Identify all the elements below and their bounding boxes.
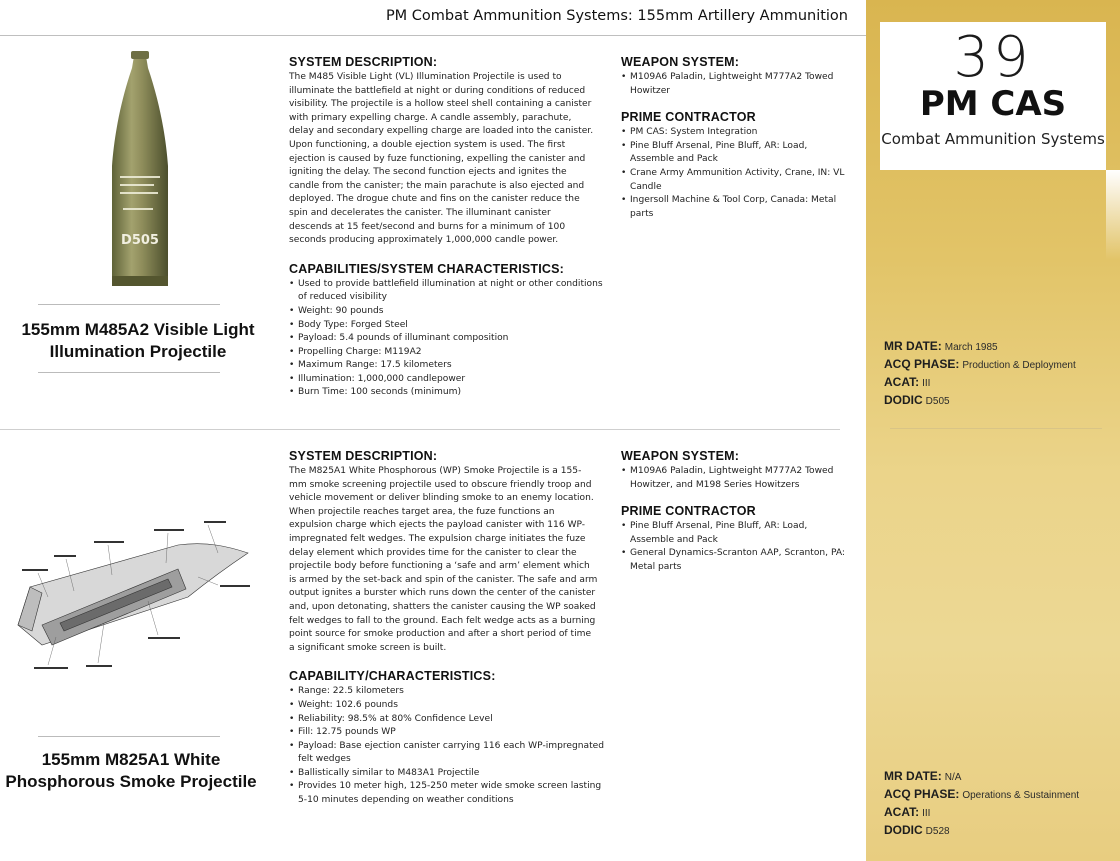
weapon-system-heading: WEAPON SYSTEM: [621,449,740,463]
item2-weapon-column [621,449,853,575]
m485a2-projectile-image [90,48,190,298]
description-line: vehicle movement or deliver blinding smoke to an enemy location. [289,493,594,504]
prime-contractor-item: • Pine Bluff Arsenal, Pine Bluff, AR: Load, Assemble and Pack [621,140,853,167]
shell-body [112,56,168,286]
capability-item: • Propelling Charge: M119A2 [289,346,607,360]
description-line: candle from the canister; the main parachute is also ejected and [289,180,585,191]
description-line: felt wedges to fall to the ground. Each felt wedge acts as a burning [289,615,596,626]
callout-label [148,637,180,639]
callout-label [22,569,48,571]
dodic-label: DODIC [884,393,923,407]
acat-value: III [922,808,931,819]
description-line: with primary expelling charge. A candle assembly, parachute, [289,112,572,123]
capability-item: • Ballistically similar to M483A1 Projectile [289,767,607,781]
title-divider [38,736,220,737]
logo-fade [1106,170,1120,260]
description-line: spin and decelerates the canister. The illuminant canister [289,207,551,218]
prime-contractor-item: • Pine Bluff Arsenal, Pine Bluff, AR: Load, Assemble and Pack [621,520,853,547]
acq-phase-label: ACQ PHASE: [884,357,960,371]
prime-contractor-heading: PRIME CONTRACTOR [621,504,756,519]
prime-contractor-item: • Crane Army Ammunition Activity, Crane, IN: VL Candle [621,167,853,194]
mr-date-value: N/A [944,772,962,783]
description-line: delay and secondary expelling charge are loaded into the canister. [289,126,594,137]
weapon-system-item: • M109A6 Paladin, Lightweight M777A2 Towed Howitzer, and M198 Series Howitzers [621,465,853,492]
capability-item: • Fill: 12.75 pounds WP [289,726,607,740]
stencil-line [120,184,154,186]
description-line: point source for smoke production and after a short period of time [289,629,592,640]
description-line: mm smoke screening projectile used to obscure friendly troop and [289,479,592,490]
logo-subtitle: Combat Ammunition Systems [881,130,1105,148]
mr-date-label: MR DATE: [884,769,942,783]
capabilities-list [289,685,607,807]
description-line: When projectile reaches target area, the fuze functions an [289,506,555,517]
prime-contractor-item: • Ingersoll Machine & Tool Corp, Canada: Metal parts [621,194,853,221]
item2-meta [884,768,1112,840]
item1-description-column [289,55,607,400]
capability-item: • Body Type: Forged Steel [289,319,607,333]
system-description-text [289,465,607,655]
capability-item: • Payload: Base ejection canister carrying 116 each WP-impregnated felt wedges [289,740,607,767]
dodic-value: D528 [925,826,950,837]
description-line: impregnated felt wedges. The expulsion charge initiates the fuze [289,533,586,544]
callout-label [154,529,184,531]
system-description-heading: SYSTEM DESCRIPTION: [289,449,438,463]
weapon-system-list [621,465,853,492]
callout-label [86,665,112,667]
fuze-tip [131,51,149,59]
stencil-line [123,208,153,210]
mr-date-value: March 1985 [944,342,998,353]
prime-contractor-list [621,520,853,574]
callout-label [204,521,226,523]
item2-description-column [289,449,607,808]
acat-label: ACAT: [884,375,920,389]
page-title: PM Combat Ammunition Systems: 155mm Artillery Ammunition [385,8,848,24]
capabilities-heading: CAPABILITY/CHARACTERISTICS: [289,669,496,684]
acat-value: III [922,378,931,389]
prime-contractor-heading: PRIME CONTRACTOR [621,110,756,125]
description-line: ejection is caused by fuze functioning, expelling the canister and [289,153,586,164]
prime-contractor-list [621,126,853,221]
description-line: illuminate the battlefield at night or during conditions of reduced [289,85,586,96]
pm-cas-logo [880,22,1106,170]
rotating-band [112,276,168,286]
dodic-value: D505 [925,396,950,407]
description-line: a significant smoke screen is built. [289,642,447,653]
title-line: 155mm M485A2 Visible Light [21,320,255,339]
description-line: The M485 Visible Light (VL) Illumination Projectile is used to [289,72,562,82]
projectile-title [0,749,262,793]
prime-contractor-item: • PM CAS: System Integration [621,126,853,140]
stencil-line [120,176,160,178]
capability-item: • Burn Time: 100 seconds (minimum) [289,386,607,400]
acq-phase-value: Operations & Sustainment [962,790,1080,801]
description-line: descends at 15 feet/second and burns for a minimum of 100 [289,221,566,232]
description-line: The M825A1 White Phosphorous (WP) Smoke Projectile is a 155- [289,466,582,476]
meta-divider [890,428,1102,429]
capability-item: • Used to provide battlefield illumination at night or other conditions of reduced visibility [289,278,607,305]
header-divider [0,35,866,36]
system-description-text [289,71,607,248]
logo-number: 39 [953,25,1033,90]
description-line: deployed. The drogue chute and fins on the canister reduce the [289,194,580,205]
title-divider [38,372,220,373]
logo-brand: PM CAS [919,84,1067,124]
callout-label [54,555,76,557]
mr-date-label: MR DATE: [884,339,942,353]
description-line: Upon functioning, a double ejection system is used. The first [289,139,566,150]
stencil-line [120,192,158,194]
capability-item: • Maximum Range: 17.5 kilometers [289,359,607,373]
description-line: projectile body before functioning a ‘safe and arm’ element which [289,561,590,572]
description-line: output ignites a burster which runs down the center of the canister [289,588,596,599]
projectile-title [8,319,268,363]
description-line: igniting the delay. The second function ejects and ignites the [289,167,567,178]
capability-item: • Reliability: 98.5% at 80% Confidence Level [289,713,607,727]
title-line: Illumination Projectile [49,342,227,361]
description-line: is armed by the set-back and spin of the canister. The safe and arm [289,574,598,585]
capability-item: • Weight: 90 pounds [289,305,607,319]
title-divider [38,304,220,305]
dodic-label: DODIC [884,823,923,837]
title-line: 155mm M825A1 White [41,750,221,769]
callout-label [220,585,250,587]
item1-weapon-column [621,55,853,221]
description-line: and, upon detonating, shatters the canister causing the WP soaked [289,601,596,612]
capability-item: • Provides 10 meter high, 125-250 meter wide smoke screen lasting 5-10 minutes depending on weather conditions [289,780,607,807]
description-line: expulsion charge which ejects the payload canister with 116 WP- [289,520,586,531]
callout-label [34,667,68,669]
title-line: Phosphorous Smoke Projectile [5,772,257,791]
weapon-system-heading: WEAPON SYSTEM: [621,55,740,69]
description-line: visibility. The projectile is a hollow steel shell containing a canister [289,99,592,110]
acat-label: ACAT: [884,805,920,819]
capability-item: • Range: 22.5 kilometers [289,685,607,699]
system-description-heading: SYSTEM DESCRIPTION: [289,55,438,69]
weapon-system-item: • M109A6 Paladin, Lightweight M777A2 Towed Howitzer [621,71,853,98]
description-line: delay element which provides time for the canister to clear the [289,547,577,558]
shell-marking: D505 [121,233,159,248]
description-line: seconds producing approximately 1,000,000 candle power. [289,235,559,246]
acq-phase-value: Production & Deployment [962,360,1076,371]
capability-item: • Illumination: 1,000,000 candlepower [289,373,607,387]
acq-phase-label: ACQ PHASE: [884,787,960,801]
weapon-system-list [621,71,853,98]
prime-contractor-item: • General Dynamics-Scranton AAP, Scranton, PA: Metal parts [621,547,853,574]
capabilities-heading: CAPABILITIES/SYSTEM CHARACTERISTICS: [289,261,565,276]
capability-item: • Weight: 102.6 pounds [289,699,607,713]
section-divider [0,429,840,430]
capability-item: • Payload: 5.4 pounds of illuminant composition [289,332,607,346]
capabilities-list [289,278,607,400]
item1-meta [884,338,1112,410]
callout-label [94,541,124,543]
m825a1-cutaway-image [8,505,258,695]
